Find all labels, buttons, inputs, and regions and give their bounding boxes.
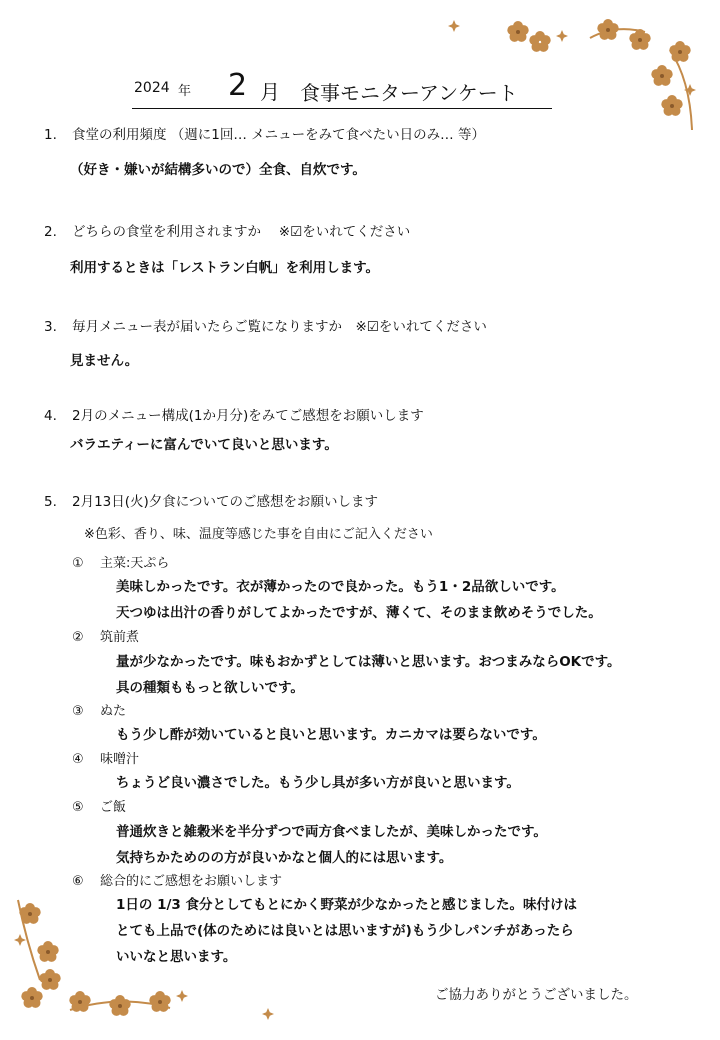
item-1-label: ① 主菜:天ぷら (72, 556, 170, 571)
title-month-unit: 月 (260, 80, 280, 104)
question-text: 食堂の利用頻度 （週に1回… メニューをみて食べたい日のみ… 等） (72, 127, 485, 143)
item-2-line-1: 量が少なかったです。味もおかずとしては薄いと思います。おつまみならOKです。 (116, 654, 621, 670)
item-5-label: ⑤ ご飯 (72, 800, 127, 815)
answer-2: 利用するときは「レストラン白帆」を利用します。 (70, 260, 380, 276)
answer-3: 見ません。 (70, 353, 139, 369)
item-mark: ② (72, 630, 84, 645)
title-main: 食事モニターアンケート (300, 81, 518, 105)
question-number: 1. (44, 127, 57, 143)
question-1 (44, 123, 485, 143)
question-number: 2. (44, 224, 57, 240)
item-2-line-2: 具の種類ももっと欲しいです。 (116, 680, 304, 696)
question-number: 4. (44, 408, 57, 424)
answer-1: （好き・嫌いが結構多いので）全食、自炊です。 (70, 162, 366, 178)
item-mark: ④ (72, 752, 84, 767)
item-3-label: ③ ぬた (72, 704, 127, 719)
item-2-label: ② 筑前煮 (72, 630, 140, 645)
item-6-line-1: 1日の 1/3 食分としてもとにかく野菜が少なかったと感じました。味付けは (116, 897, 578, 913)
title-month: 2 (228, 68, 248, 103)
question-4 (44, 404, 424, 424)
closing-message: ご協力ありがとうございました。 (435, 987, 638, 1003)
question-text: どちらの食堂を利用されますか ※☑をいれてください (72, 224, 411, 240)
item-mark: ③ (72, 704, 84, 719)
item-5-line-1: 普通炊きと雑穀米を半分ずつで両方食べましたが、美味しかったです。 (116, 824, 547, 840)
item-1-line-1: 美味しかったです。衣が薄かったので良かった。もう1・2品欲しいです。 (116, 579, 565, 595)
item-6-line-2: とても上品で(体のためには良いとは思いますが)もう少しパンチがあったら (116, 923, 574, 939)
item-mark: ⑤ (72, 800, 84, 815)
question-number: 3. (44, 319, 57, 335)
question-number: 5. (44, 494, 57, 510)
item-6-line-3: いいなと思います。 (116, 949, 237, 965)
item-5-line-2: 気持ちかためのの方が良いかなと個人的には思います。 (116, 850, 453, 866)
item-4-label: ④ 味噌汁 (72, 752, 140, 767)
question-text: 2月のメニュー構成(1か月分)をみてご感想をお願いします (72, 408, 424, 424)
item-1-line-2: 天つゆは出汁の香りがしてよかったですが、薄くて、そのまま飲めそうでした。 (116, 605, 602, 621)
question-3 (44, 315, 487, 335)
question-text: 2月13日(火)夕食についてのご感想をお願いします (72, 494, 379, 510)
item-mark: ① (72, 556, 84, 571)
item-mark: ⑥ (72, 874, 84, 889)
item-6-label: ⑥ 総合的にご感想をお願いします (72, 874, 283, 889)
question-5 (44, 490, 378, 510)
question-5-note: ※色彩、香り、味、温度等感じた事を自由にご記入ください (84, 527, 433, 542)
page-title (132, 68, 552, 109)
item-3-line-1: もう少し酢が効いていると良いと思います。カニカマは要らないです。 (116, 727, 546, 743)
question-text: 毎月メニュー表が届いたらご覧になりますか ※☑をいれてください (72, 319, 487, 335)
title-year: 2024 (134, 80, 170, 96)
title-year-unit: 年 (178, 84, 192, 99)
item-4-line-1: ちょうど良い濃さでした。もう少し具が多い方が良いと思います。 (116, 775, 520, 791)
question-2 (44, 220, 410, 240)
answer-4: バラエティーに富んでいて良いと思います。 (70, 437, 338, 453)
